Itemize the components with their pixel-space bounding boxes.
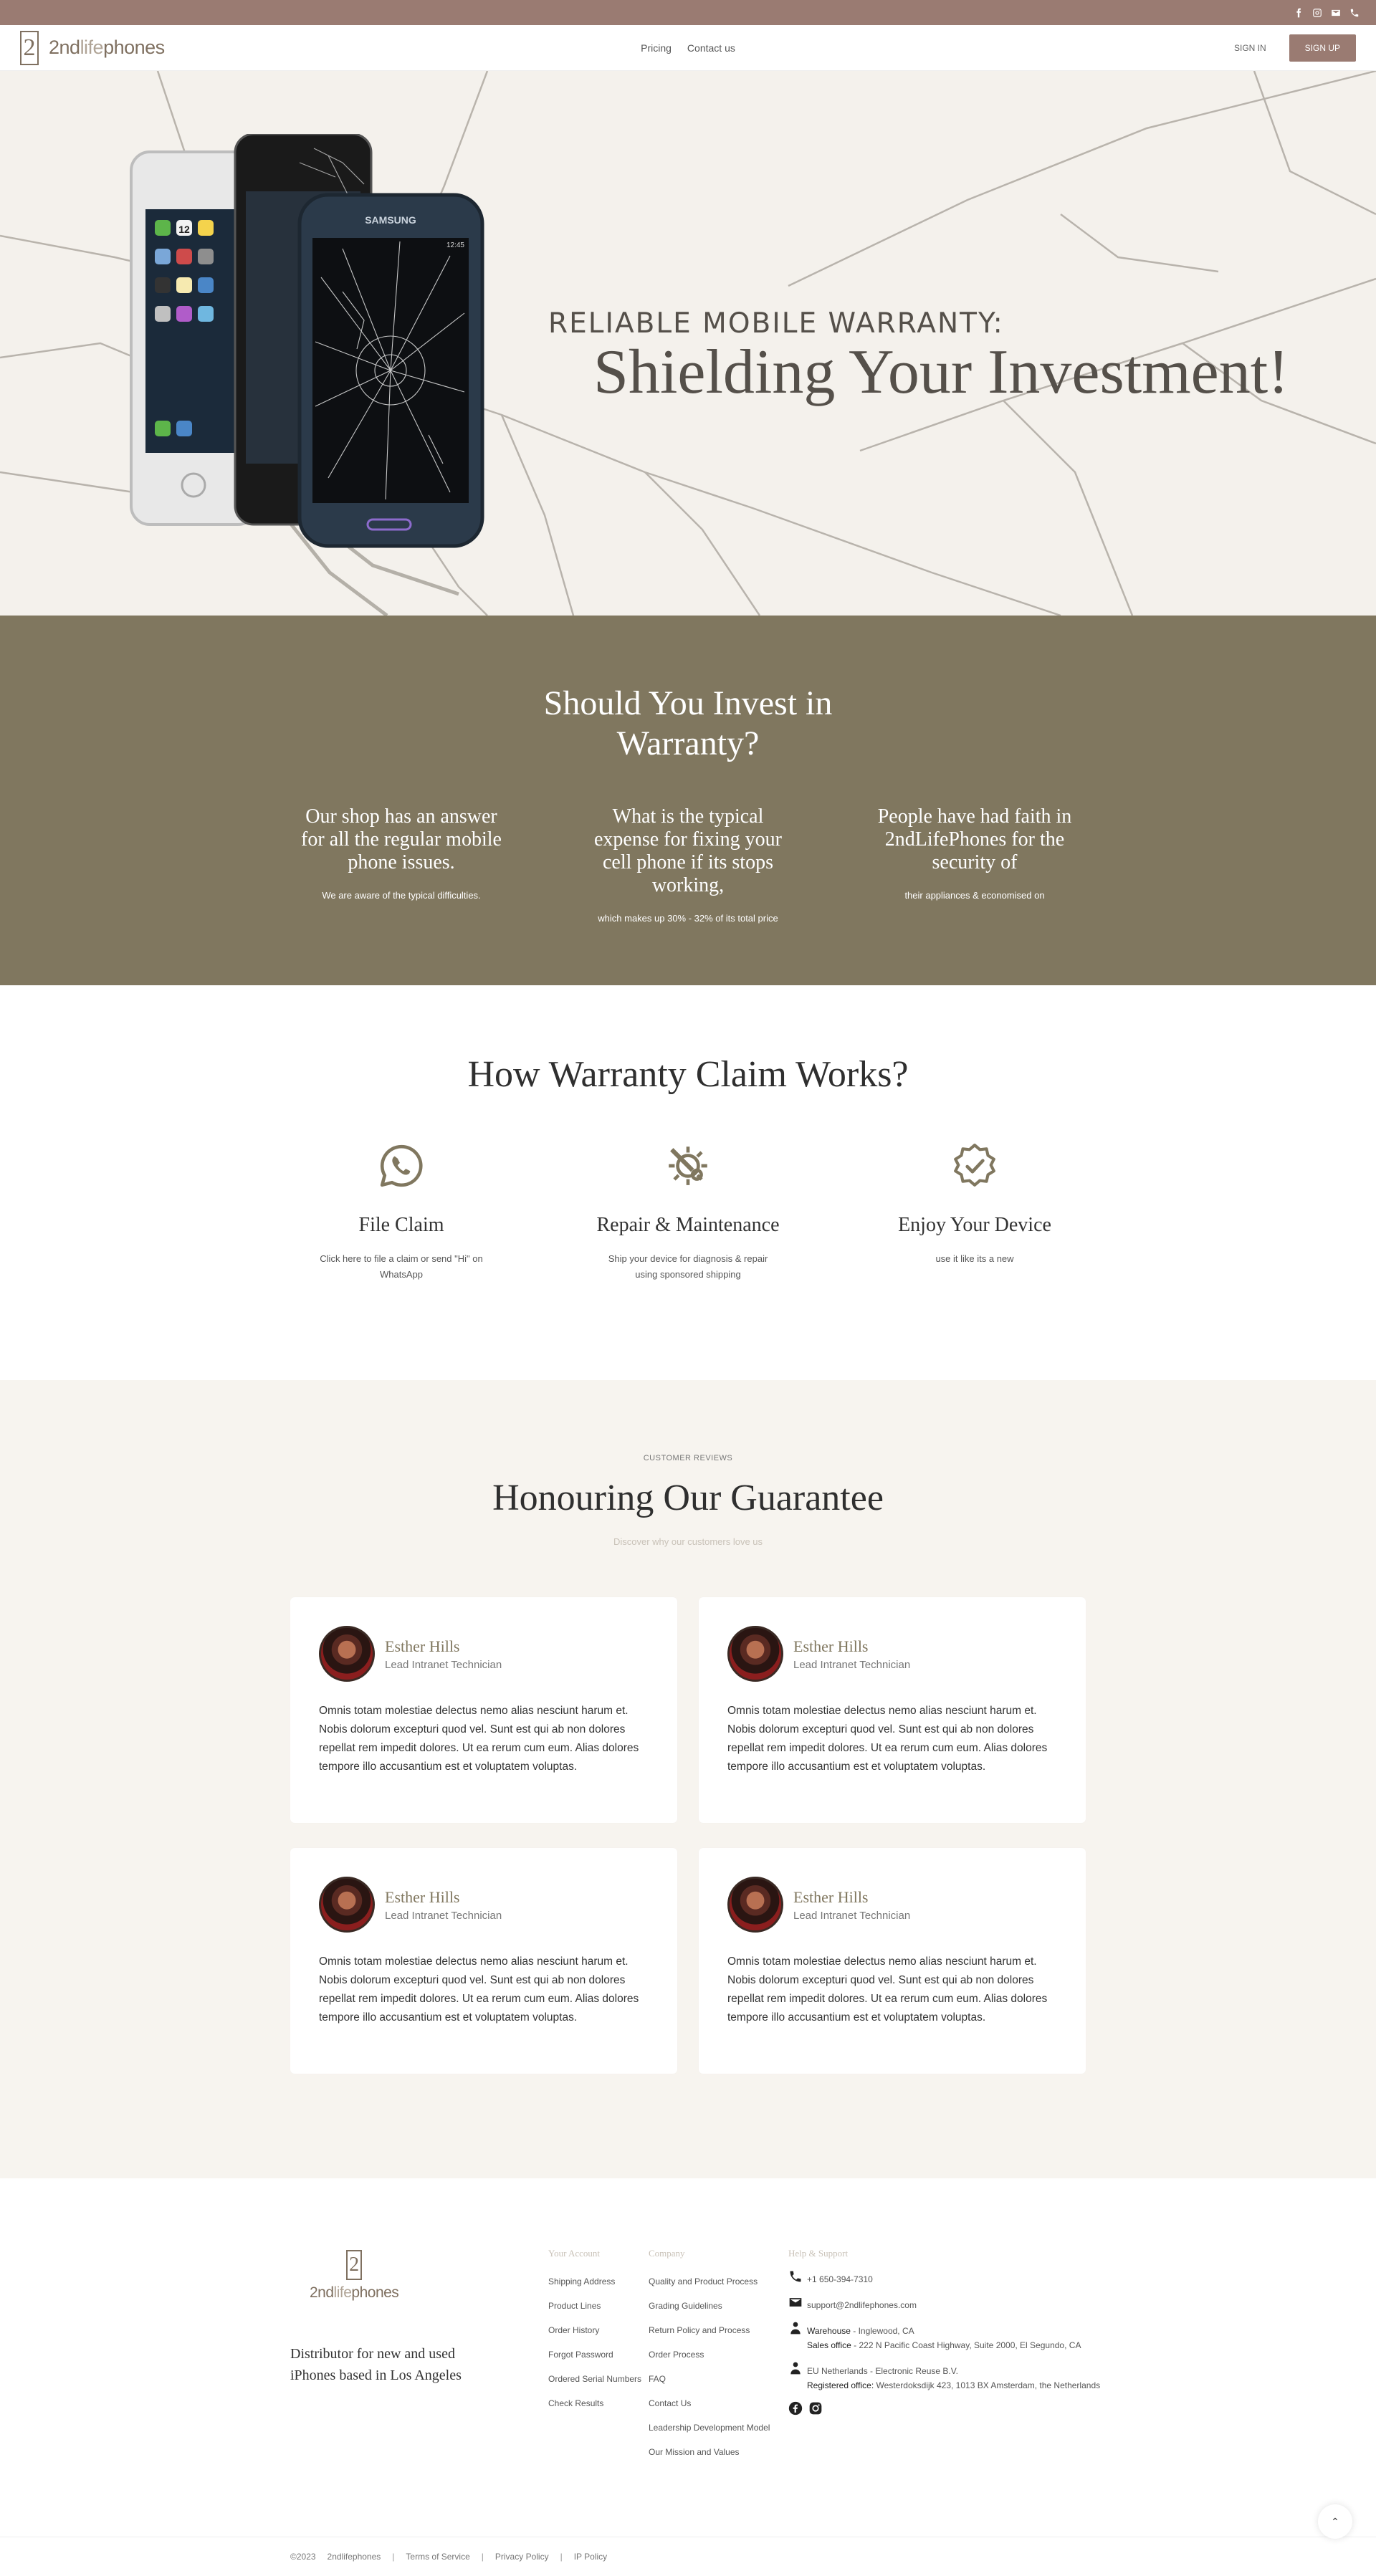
review-card — [699, 1597, 1086, 1823]
hero-eyebrow: RELIABLE MOBILE WARRANTY: — [548, 307, 1004, 340]
repair-gear-icon — [664, 1142, 712, 1189]
phone-icon[interactable] — [1349, 7, 1360, 19]
how-it-works-section — [0, 985, 1376, 1380]
invest-column — [269, 805, 534, 924]
ip-policy-link[interactable]: IP Policy — [573, 2551, 608, 2562]
reviewer-role: Lead Intranet Technician — [793, 1658, 911, 1671]
scroll-to-top-button[interactable]: ⌃ — [1318, 2504, 1352, 2539]
footer-logo[interactable] — [310, 2250, 398, 2302]
review-text: Omnis totam molestiae delectus nemo alias nesciunt harum et. Nobis dolorum excepturi quod vel. Sunt est qui ab non dolores repellat rem impedit dolores. Ut ea rerum cum eum. Alias dolores tempore illo accusantium est et voluptatem voluptas. — [727, 1705, 1048, 1773]
terms-of-service-link[interactable]: Terms of Service — [406, 2551, 470, 2562]
reviewer-role: Lead Intranet Technician — [385, 1658, 502, 1671]
verified-badge-icon — [951, 1142, 998, 1189]
footer-link-leadership-model[interactable]: Leadership Development Model — [649, 2423, 770, 2433]
footer-tagline: Distributor for new and used iPhones based in Los Angeles — [290, 2346, 462, 2383]
footer-brand: 2ndlifephones — [327, 2551, 381, 2562]
svg-text:12:45: 12:45 — [446, 241, 464, 249]
how-step-title: Repair & Maintenance — [596, 1214, 780, 1236]
footer-link-ordered-serial-numbers[interactable]: Ordered Serial Numbers — [548, 2374, 642, 2384]
footer-link-order-history[interactable]: Order History — [548, 2325, 600, 2335]
invest-column — [555, 805, 821, 924]
sign-up-button[interactable]: SIGN UP — [1289, 34, 1356, 62]
footer-link-order-process[interactable]: Order Process — [649, 2350, 704, 2360]
avatar — [319, 1626, 375, 1682]
avatar — [727, 1626, 783, 1682]
nav-contact-us[interactable]: Contact us — [687, 42, 735, 54]
reviewer-role: Lead Intranet Technician — [385, 1909, 502, 1922]
footer-link-quality-process[interactable]: Quality and Product Process — [649, 2276, 758, 2287]
copyright: ©2023 — [290, 2551, 316, 2562]
facebook-icon[interactable] — [1293, 7, 1304, 19]
svg-text:12: 12 — [178, 224, 190, 235]
avatar — [319, 1877, 375, 1933]
instagram-icon[interactable] — [808, 2401, 823, 2415]
site-footer — [0, 2178, 1376, 2562]
person-pin-icon — [788, 2321, 803, 2335]
invest-column-heading: Our shop has an answer for all the regular mobile phone issues. — [301, 805, 502, 873]
how-step-text: use it like its a new — [935, 1253, 1014, 1264]
invest-title: Should You Invest in Warranty? — [543, 684, 833, 762]
invest-section — [0, 616, 1376, 985]
mail-icon[interactable] — [1330, 7, 1342, 19]
review-text: Omnis totam molestiae delectus nemo alias nesciunt harum et. Nobis dolorum excepturi quod vel. Sunt est qui ab non dolores repellat rem impedit dolores. Ut ea rerum cum eum. Alias dolores tempore illo accusantium est et voluptatem voluptas. — [319, 1705, 639, 1773]
invest-column — [842, 805, 1107, 924]
invest-column-heading: People have had faith in 2ndLifePhones for the security of — [877, 805, 1072, 873]
how-title: How Warranty Claim Works? — [467, 1054, 909, 1095]
footer-column-title: Help & Support — [788, 2248, 849, 2259]
footer-column-title: Company — [649, 2248, 685, 2259]
privacy-policy-link[interactable]: Privacy Policy — [494, 2551, 549, 2562]
nav-pricing[interactable]: Pricing — [641, 42, 672, 54]
how-step-text: Ship your device for diagnosis & repair using sponsored shipping — [608, 1253, 768, 1280]
reviews-subtitle: Discover why our customers love us — [613, 1536, 763, 1547]
footer-help-column — [788, 2248, 1100, 2415]
reviews-title: Honouring Our Guarantee — [492, 1478, 884, 1518]
top-bar — [0, 0, 1376, 25]
footer-warehouse: Warehouse - Inglewood, CA Sales office - 222 N Pacific Coast Highway, Suite 2000, El Segundo, CA — [788, 2321, 1100, 2352]
reviewer-name: Esther Hills — [793, 1637, 869, 1655]
footer-link-product-lines[interactable]: Product Lines — [548, 2301, 601, 2311]
how-step-enjoy — [838, 1139, 1111, 1283]
review-text: Omnis totam molestiae delectus nemo alias nesciunt harum et. Nobis dolorum excepturi quod vel. Sunt est qui ab non dolores repellat rem impedit dolores. Ut ea rerum cum eum. Alias dolores tempore illo accusantium est et voluptatem voluptas. — [727, 1955, 1048, 2024]
logo-mark: 2 — [20, 31, 39, 65]
how-step-title: File Claim — [358, 1214, 444, 1236]
how-step-text: Click here to file a claim or send "Hi" on WhatsApp — [320, 1253, 483, 1280]
instagram-icon[interactable] — [1312, 7, 1323, 19]
logo-mark: 2 — [346, 2250, 362, 2280]
review-card — [290, 1597, 677, 1823]
logo-wordmark: 2ndlifephones — [49, 37, 165, 58]
review-text: Omnis totam molestiae delectus nemo alias nesciunt harum et. Nobis dolorum excepturi quod vel. Sunt est qui ab non dolores repellat rem impedit dolores. Ut ea rerum cum eum. Alias dolores tempore illo accusantium est et voluptatem voluptas. — [319, 1955, 639, 2024]
svg-text:SAMSUNG: SAMSUNG — [365, 214, 416, 226]
reviews-section — [0, 1380, 1376, 2178]
reviewer-role: Lead Intranet Technician — [793, 1909, 911, 1922]
how-step-title: Enjoy Your Device — [898, 1214, 1051, 1236]
reviewer-name: Esther Hills — [385, 1887, 460, 1906]
site-header — [0, 25, 1376, 71]
footer-email[interactable] — [788, 2295, 1100, 2312]
how-step-file-claim[interactable] — [265, 1139, 538, 1283]
hero-title: Shielding Your Investment! — [593, 337, 1289, 407]
footer-email-address: support@2ndlifephones.com — [807, 2300, 917, 2310]
facebook-icon[interactable] — [788, 2401, 803, 2415]
mail-icon — [788, 2295, 803, 2309]
footer-link-grading-guidelines[interactable]: Grading Guidelines — [649, 2301, 722, 2311]
how-step-repair — [552, 1139, 824, 1283]
reviewer-name: Esther Hills — [793, 1887, 869, 1906]
person-pin-icon — [788, 2361, 803, 2375]
invest-column-heading: What is the typical expense for fixing your cell phone if its stops working, — [593, 805, 783, 896]
invest-column-text: which makes up 30% - 32% of its total price — [598, 913, 778, 924]
reviewer-name: Esther Hills — [385, 1637, 460, 1655]
separator: | — [392, 2551, 395, 2562]
footer-link-faq[interactable]: FAQ — [649, 2374, 666, 2384]
separator: | — [560, 2551, 563, 2562]
footer-link-forgot-password[interactable]: Forgot Password — [548, 2350, 613, 2360]
footer-account-column — [548, 2248, 641, 2415]
footer-link-return-policy[interactable]: Return Policy and Process — [649, 2325, 750, 2335]
footer-company-column — [649, 2248, 770, 2464]
separator: | — [481, 2551, 484, 2562]
footer-column-title: Your Account — [548, 2248, 600, 2259]
review-card — [290, 1848, 677, 2074]
hero-section — [0, 71, 1376, 616]
sign-in-link[interactable]: SIGN IN — [1233, 42, 1266, 53]
invest-column-text: We are aware of the typical difficulties. — [322, 890, 481, 901]
phones-illustration — [128, 134, 486, 550]
invest-column-text: their appliances & economised on — [904, 890, 1045, 901]
site-logo[interactable] — [20, 31, 165, 65]
footer-phone[interactable] — [788, 2269, 1100, 2287]
avatar — [727, 1877, 783, 1933]
footer-link-shipping-address[interactable]: Shipping Address — [548, 2276, 616, 2287]
footer-link-contact-us[interactable]: Contact Us — [649, 2398, 692, 2408]
footer-phone-number: +1 650-394-7310 — [807, 2274, 873, 2284]
main-nav — [641, 42, 735, 54]
footer-link-check-results[interactable]: Check Results — [548, 2398, 604, 2408]
logo-wordmark: 2ndlifephones — [310, 2284, 399, 2301]
reviews-eyebrow: CUSTOMER REVIEWS — [643, 1454, 733, 1462]
footer-bottom-bar — [0, 2537, 1376, 2575]
phone-icon — [788, 2269, 803, 2284]
review-card — [699, 1848, 1086, 2074]
whatsapp-icon — [378, 1142, 425, 1189]
footer-eu-office: EU Netherlands - Electronic Reuse B.V. Registered office: Westerdoksdijk 423, 1013 BX Amsterdam, the Netherlands — [788, 2361, 1100, 2393]
footer-link-mission-values[interactable]: Our Mission and Values — [649, 2447, 740, 2457]
